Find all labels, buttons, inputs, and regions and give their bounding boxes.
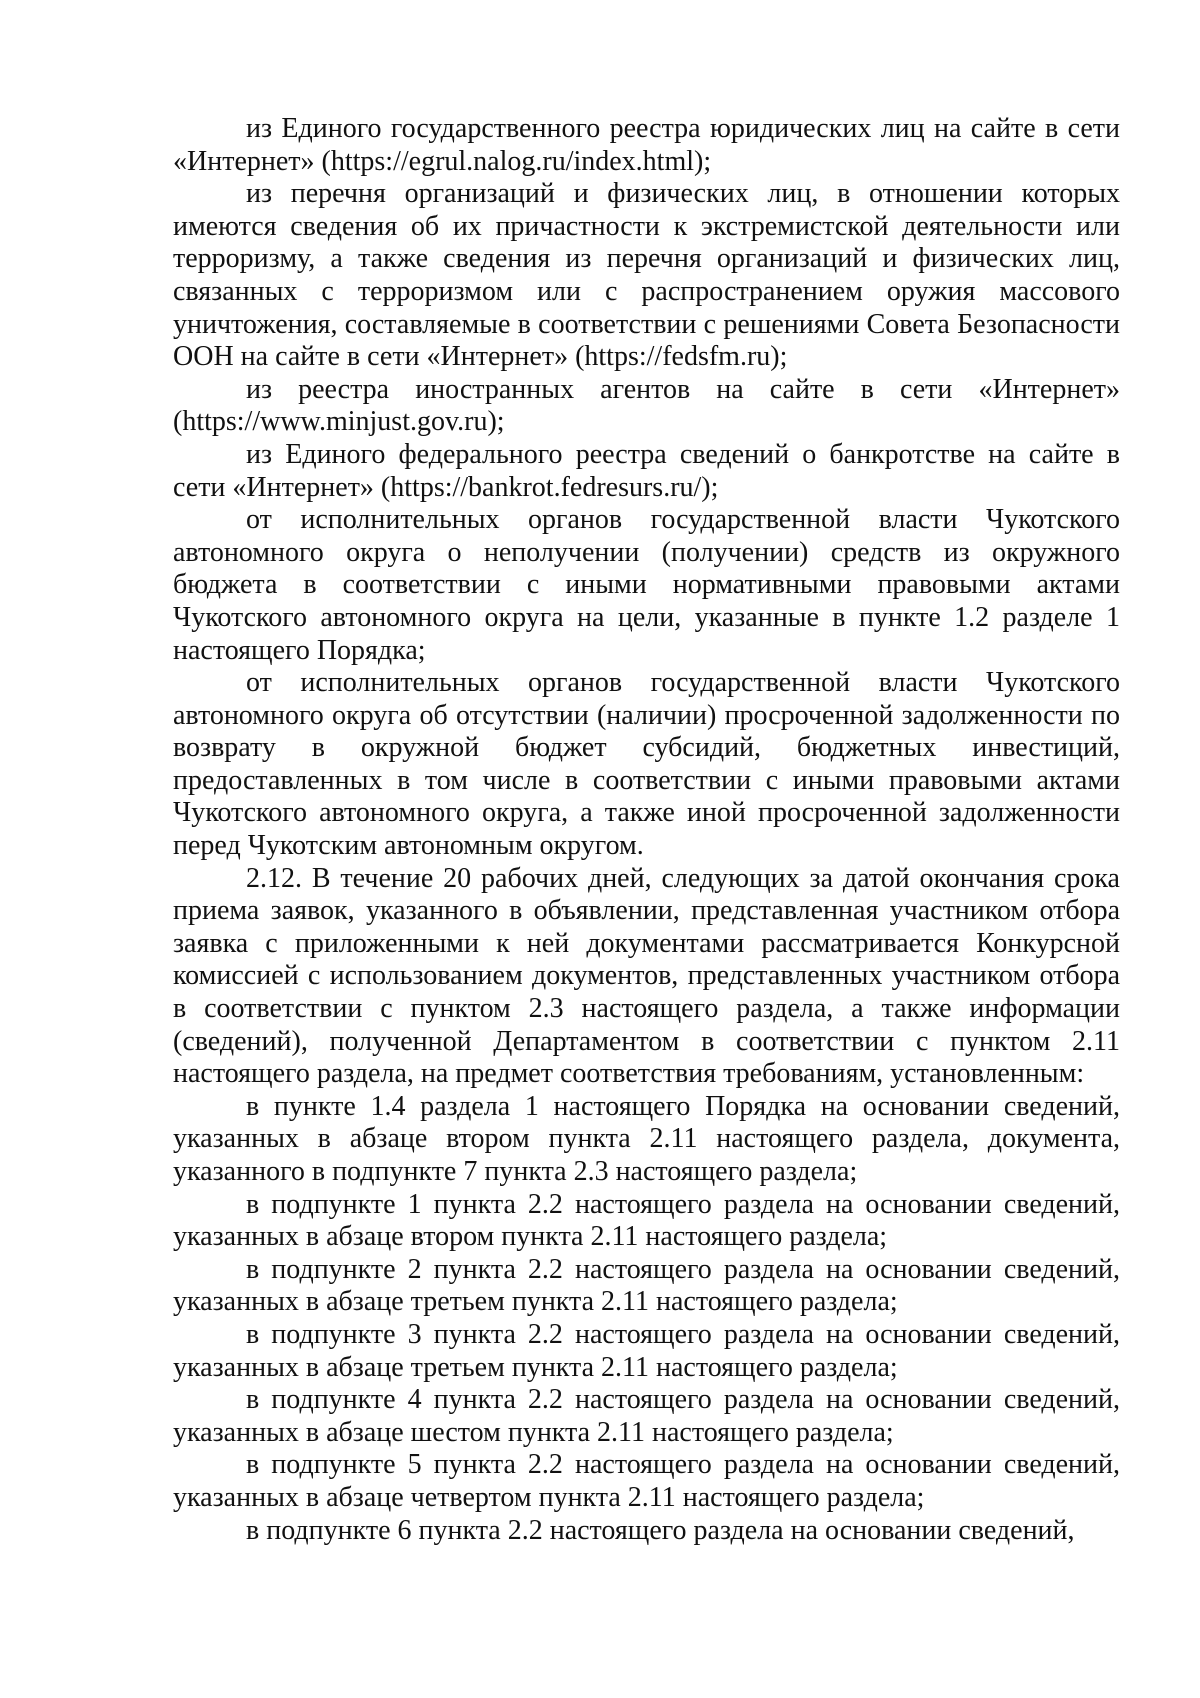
paragraph-bankrot-source: из Единого федерального реестра сведений о банкротстве на сайте в сети «Интернет» (https://bankrot.fedresurs.ru/); <box>173 438 1120 503</box>
paragraph-debt-source: от исполнительных органов государственной власти Чукотского автономного округа об отсутствии (наличии) просроченной задолженности по возврату в окружной бюджет субсидий, бюджетных инвестиций, предоставленных в том числе в соответствии с иными правовыми актами Чукотского автономного округа, а также иной просроченной задолженности перед Чукотским автономным округом. <box>173 667 1120 862</box>
paragraph-subitem-4: в подпункте 4 пункта 2.2 настоящего раздела на основании сведений, указанных в абзаце шестом пункта 2.11 настоящего раздела; <box>173 1384 1120 1448</box>
paragraph-subitem-2: в подпункте 2 пункта 2.2 настоящего раздела на основании сведений, указанных в абзаце третьем пункта 2.11 настоящего раздела; <box>173 1253 1120 1318</box>
document-page <box>173 113 1120 1547</box>
paragraph-fedsfm-source: из перечня организаций и физических лиц, в отношении которых имеются сведения об их причастности к экстремистской деятельности или терроризму, а также сведения из перечня организаций и физических лиц, связанных с терроризмом или с распространением оружия массового уничтожения, составляемые в соответствии с решениями Совета Безопасности ООН на сайте в сети «Интернет» (https://fedsfm.ru); <box>173 178 1120 373</box>
paragraph-subitem-6: в подпункте 6 пункта 2.2 настоящего раздела на основании сведений, <box>246 1514 1075 1546</box>
paragraph-section-2-12: 2.12. В течение 20 рабочих дней, следующих за датой окончания срока приема заявок, указанного в объявлении, представленная участником отбора заявка с приложенными к ней документами рассматривается Конкурсной комиссией с использованием документов, представленных участником отбора в соответствии с пунктом 2.3 настоящего раздела, а также информации (сведений), полученной Департаментом в соответствии с пунктом 2.11 настоящего раздела, на предмет соответствия требованиям, установленным: <box>173 862 1120 1090</box>
paragraph-item-1-4: в пункте 1.4 раздела 1 настоящего Порядка на основании сведений, указанных в абзаце втором пункта 2.11 настоящего раздела, документа, указанного в подпункте 7 пункта 2.3 настоящего раздела; <box>173 1090 1120 1187</box>
paragraph-egrul-source: из Единого государственного реестра юридических лиц на сайте в сети «Интернет» (https://egrul.nalog.ru/index.html); <box>173 113 1120 177</box>
paragraph-minjust-source: из реестра иностранных агентов на сайте в сети «Интернет» (https://www.minjust.gov.ru); <box>173 373 1120 438</box>
paragraph-subitem-3: в подпункте 3 пункта 2.2 настоящего раздела на основании сведений, указанных в абзаце третьем пункта 2.11 настоящего раздела; <box>173 1318 1120 1383</box>
paragraph-subitem-5: в подпункте 5 пункта 2.2 настоящего раздела на основании сведений, указанных в абзаце четвертом пункта 2.11 настоящего раздела; <box>173 1449 1120 1513</box>
paragraph-subitem-1: в подпункте 1 пункта 2.2 настоящего раздела на основании сведений, указанных в абзаце втором пункта 2.11 настоящего раздела; <box>173 1188 1120 1253</box>
paragraph-funding-source: от исполнительных органов государственной власти Чукотского автономного округа о неполучении (получении) средств из окружного бюджета в соответствии с иными нормативными правовыми актами Чукотского автономного округа на цели, указанные в пункте 1.2 разделе 1 настоящего Порядка; <box>173 504 1120 666</box>
